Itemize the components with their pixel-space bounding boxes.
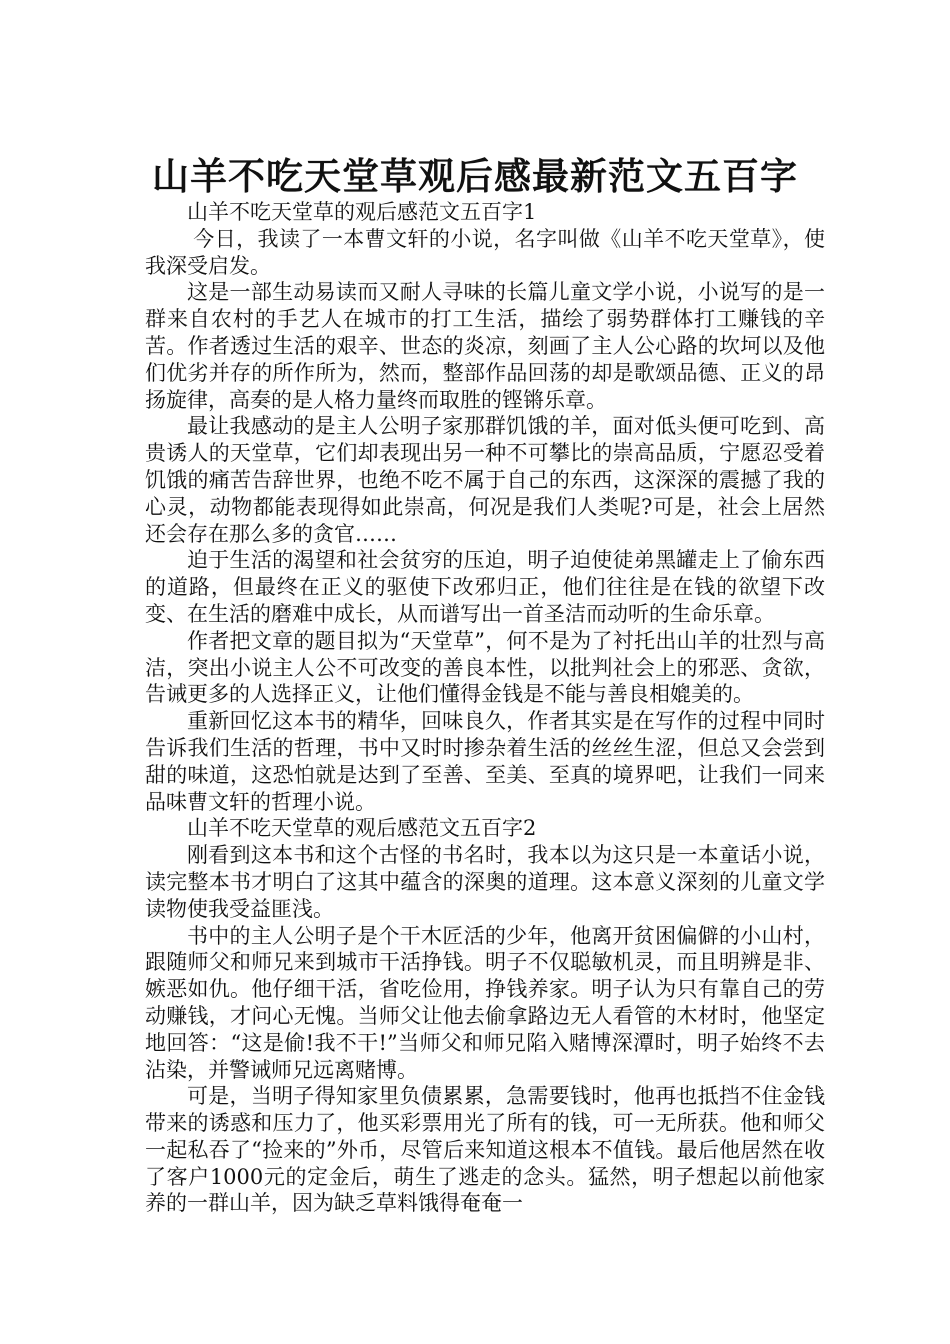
paragraph: 重新回忆这本书的精华，回味良久，作者其实是在写作的过程中同时告诉我们生活的哲理，书中又时时掺杂着生活的丝丝生涩，但总又会尝到甜的味道，这恐怕就是达到了至善、至美、至真的境界吧，让我们一同来品味曹文轩的哲理小说。 (145, 709, 825, 814)
paragraph: 书中的主人公明子是个干木匠活的少年，他离开贫困偏僻的小山村，跟随师父和师兄来到城市干活挣钱。明子不仅聪敏机灵，而且明辨是非、嫉恶如仇。他仔细干活，省吃俭用，挣钱养家。明子认为只有靠自己的劳动赚钱，才问心无愧。当师父让他去偷拿路边无人看管的木材时，他坚定地回答：“这是偷!我不干!”当师父和师兄陷入赌博深潭时，明子始终不去沾染，并警诫师兄远离赌博。 (145, 923, 825, 1082)
section-heading: 山羊不吃天堂草的观后感范文五百字1 (187, 200, 537, 224)
paragraph: 最让我感动的是主人公明子家那群饥饿的羊，面对低头便可吃到、高贵诱人的天堂草，它们却表现出另一种不可攀比的崇高品质，宁愿忍受着饥饿的痛苦告辞世界，也绝不吃不属于自己的东西，这深深的震撼了我的心灵，动物都能表现得如此崇高，何况是我们人类呢?可是，社会上居然还会存在那么多的贪官…… (145, 414, 825, 546)
paragraph: 作者把文章的题目拟为“天堂草”，何不是为了衬托出山羊的壮烈与高洁，突出小说主人公不可改变的善良本性，以批判社会上的邪恶、贪欲，告诫更多的人选择正义，让他们懂得金钱是不能与善良相媲美的。 (145, 628, 825, 707)
page-title: 山羊不吃天堂草观后感最新范文五百字 (152, 153, 798, 198)
paragraph: 今日，我读了一本曹文轩的小说，名字叫做《山羊不吃天堂草》，使我深受启发。 (145, 226, 825, 278)
paragraph: 刚看到这本书和这个古怪的书名时，我本以为这只是一本童话小说，读完整本书才明白了这其中蕴含的深奥的道理。这本意义深刻的儿童文学读物使我受益匪浅。 (145, 843, 825, 921)
paragraph: 可是，当明子得知家里负债累累，急需要钱时，他再也抵挡不住金钱带来的诱惑和压力了，他买彩票用光了所有的钱，可一无所获。他和师父一起私吞了“捡来的”外币，尽管后来知道这根本不值钱。最后他居然在收了客户1000元的定金后，萌生了逃走的念头。猛然，明子想起以前他家养的一群山羊，因为缺乏草料饿得奄奄一 (145, 1084, 825, 1216)
paragraph: 迫于生活的渴望和社会贫穷的压迫，明子迫使徒弟黑罐走上了偷东西的道路，但最终在正义的驱使下改邪归正，他们往往是在钱的欲望下改变、在生活的磨难中成长，从而谱写出一首圣洁而动听的生命乐章。 (145, 548, 825, 626)
document-body (145, 199, 825, 1217)
paragraph: 这是一部生动易读而又耐人寻味的长篇儿童文学小说，小说写的是一群来自农村的手艺人在城市的打工生活，描绘了弱势群体打工赚钱的辛苦。作者透过生活的艰辛、世态的炎凉，刻画了主人公心路的坎坷以及他们优劣并存的所作所为，然而，整部作品回荡的却是歌颂品德、正义的昂扬旋律，高奏的是人格力量终而取胜的铿锵乐章。 (145, 280, 825, 412)
section-heading: 山羊不吃天堂草的观后感范文五百字2 (187, 816, 537, 841)
